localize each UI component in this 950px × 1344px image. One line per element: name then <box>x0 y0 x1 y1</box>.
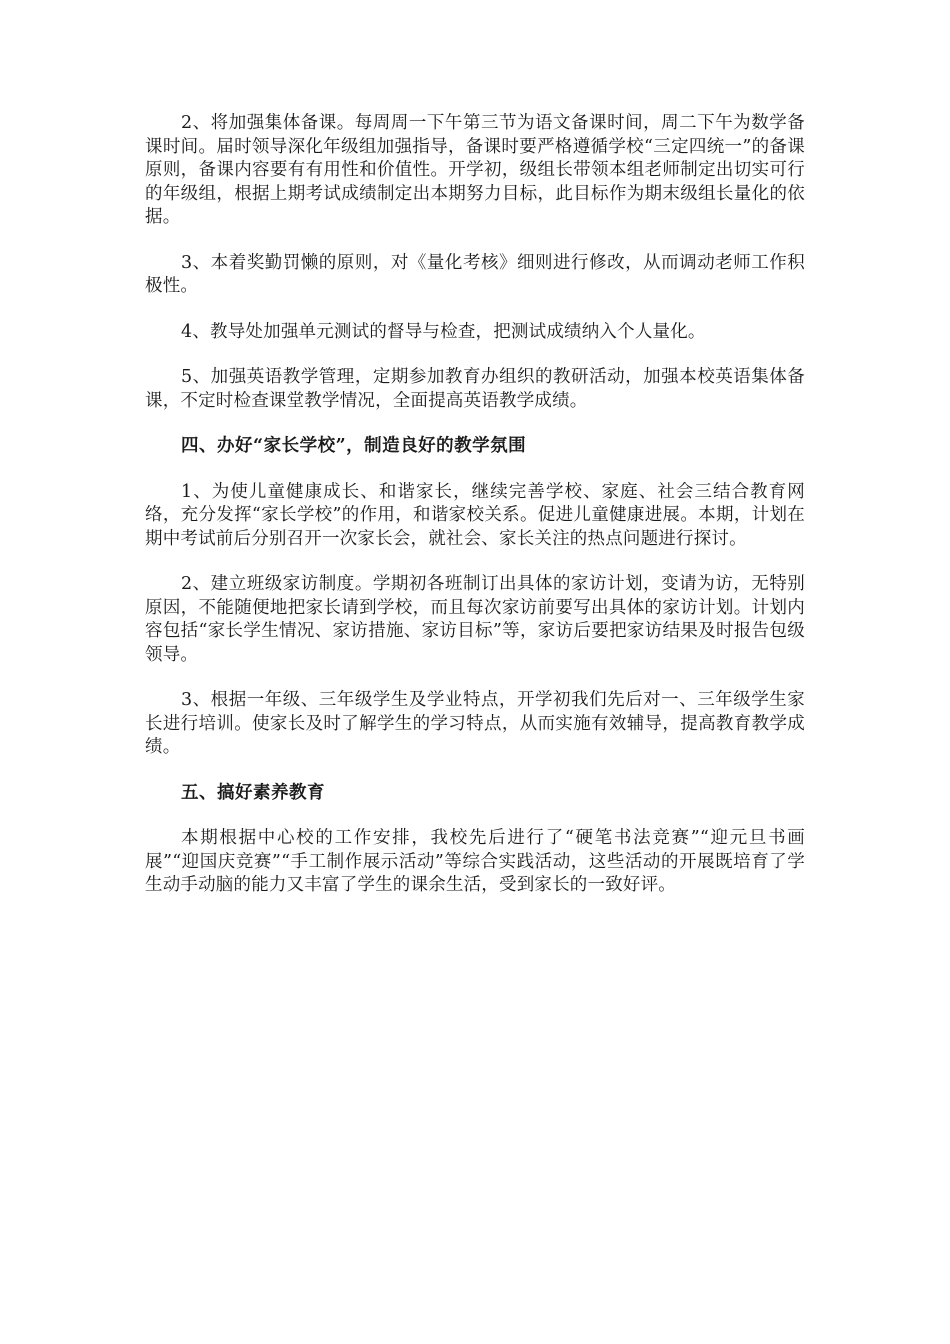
paragraph-home-visit-system: 2、建立班级家访制度。学期初各班制订出具体的家访计划，变请为访，无特别原因，不能随便地把家长请到学校，而且每次家访前要写出具体的家访计划。计划内容包括“家长学生情况、家访措施、家访目标”等，家访后要把家访结果及时报告包级领导。 <box>145 574 805 665</box>
section-heading-quality-education: 五、搞好素养教育 <box>181 782 325 803</box>
document-body <box>145 112 805 920</box>
paragraph-practice-activities: 本期根据中心校的工作安排，我校先后进行了“硬笔书法竞赛”“迎元旦书画展”“迎国庆竞赛”“手工制作展示活动”等综合实践活动，这些活动的开展既培育了学生动手动脑的能力又丰富了学生的课余生活，受到家长的一致好评。 <box>145 828 805 895</box>
paragraph-quantitative-assessment: 3、本着奖勤罚懒的原则，对《量化考核》细则进行修改，从而调动老师工作积极性。 <box>145 252 805 296</box>
paragraph-child-growth: 1、为使儿童健康成长、和谐家长，继续完善学校、家庭、社会三结合教育网络，充分发挥“家长学校”的作用，和谐家校关系。促进儿童健康进展。本期，计划在期中考试前后分别召开一次家长会，就社会、家长关注的热点问题进行探讨。 <box>145 481 805 549</box>
paragraph-english-teaching: 5、加强英语教学管理，定期参加教育办组织的教研活动，加强本校英语集体备课，不定时检查课堂教学情况，全面提高英语教学成绩。 <box>145 367 805 411</box>
paragraph-collective-lesson-prep: 2、将加强集体备课。每周周一下午第三节为语文备课时间，周二下午为数学备课时间。届时领导深化年级组加强指导，备课时要严格遵循学校“三定四统一”的备课原则，备课内容要有有用性和价值性。开学初，级组长带领本组老师制定出切实可行的年级组，根据上期考试成绩制定出本期努力目标，此目标作为期末级组长量化的依据。 <box>145 113 805 227</box>
section-heading-parent-school: 四、办好“家长学校”，制造良好的教学氛围 <box>181 436 527 456</box>
paragraph-parent-training: 3、根据一年级、三年级学生及学业特点，开学初我们先后对一、三年级学生家长进行培训。使家长及时了解学生的学习特点，从而实施有效辅导，提高教育教学成绩。 <box>145 690 805 757</box>
paragraph-unit-test-supervision: 4、教导处加强单元测试的督导与检查，把测试成绩纳入个人量化。 <box>181 321 706 342</box>
